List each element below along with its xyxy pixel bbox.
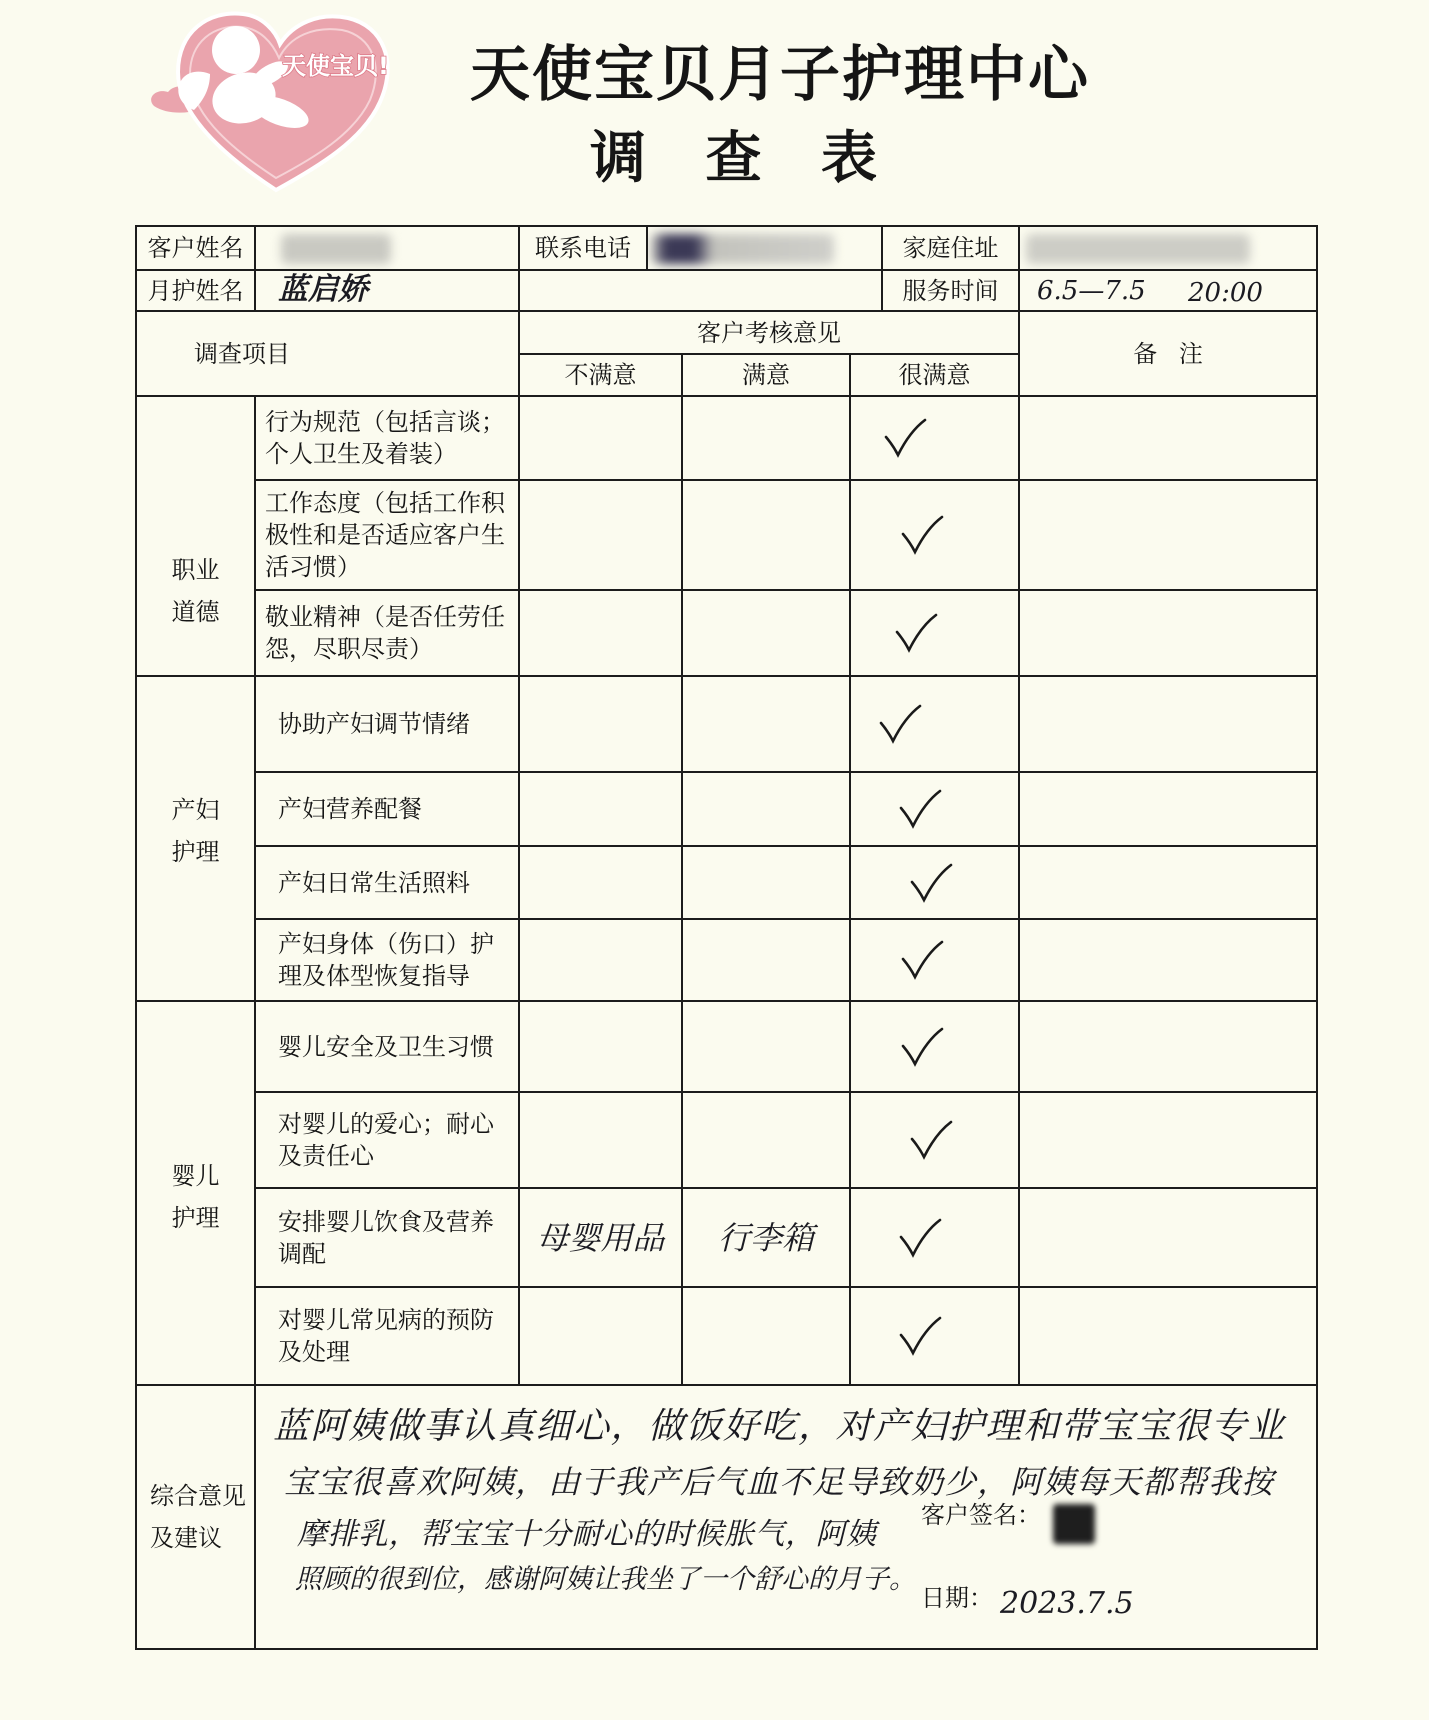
logo-text: 天使宝贝! (282, 52, 389, 80)
rating-header-label: 不满意 (564, 361, 637, 389)
item-description-line: 及责任心 (278, 1142, 374, 1170)
comment-line: 宝宝很喜欢阿姨，由于我产后气血不足导致奶少，阿姨每天都帮我按 (284, 1463, 1275, 1501)
signature-label: 客户签名： (921, 1501, 1041, 1529)
item-description (255, 1188, 519, 1287)
rating-cell-satisfied (682, 772, 850, 846)
customer-name-value (255, 226, 519, 270)
remarks-header: 备 注 (1133, 339, 1203, 368)
redacted-phone (651, 234, 834, 264)
address-label: 家庭住址 (902, 234, 999, 262)
remarks-cell (1019, 1092, 1317, 1188)
table-row (136, 590, 1317, 676)
item-description-line: 安排婴儿饮食及营养 (278, 1207, 494, 1236)
rating-cell-unsatisfied (519, 772, 682, 846)
checkmark-icon (898, 788, 942, 830)
category-cell (136, 676, 255, 1001)
remarks-cell (1019, 919, 1317, 1001)
service-time-label: 服务时间 (902, 276, 999, 305)
item-description (255, 1001, 519, 1092)
address-value (1019, 226, 1317, 270)
checkmark-icon (900, 939, 944, 981)
remarks-cell (1019, 676, 1317, 772)
remarks-cell (1019, 846, 1317, 919)
rating-cell-unsatisfied (519, 1092, 682, 1188)
item-description-line: 对婴儿的爱心；耐心 (278, 1110, 494, 1138)
redacted-name (281, 234, 391, 264)
table-row (136, 1287, 1317, 1385)
item-description-line: 极性和是否适应客户生 (265, 521, 505, 549)
rating-cell-unsatisfied (519, 919, 682, 1001)
table-row (136, 846, 1317, 919)
rating-cell-satisfied (682, 676, 850, 772)
category-label-line: 道德 (171, 598, 220, 626)
item-description-line: 活习惯） (265, 553, 361, 581)
rating-header-very-satisfied (850, 354, 1019, 396)
rating-header-satisfied (682, 354, 850, 396)
nurse-name-label: 月护姓名 (147, 276, 244, 305)
rating-cell-satisfied (682, 1287, 850, 1385)
remarks-cell (1019, 480, 1317, 590)
category-label-line: 产妇 (171, 795, 220, 824)
item-description-line: 怨，尽职尽责） (265, 635, 433, 663)
rating-cell-very-satisfied (850, 1001, 1019, 1092)
rating-cell-very-satisfied (850, 480, 1019, 590)
summary-label-line: 综合意见 (150, 1482, 246, 1510)
item-description (255, 846, 519, 919)
category-label (137, 549, 254, 633)
customer-name-label-cell (136, 226, 255, 270)
rating-cell-unsatisfied (519, 396, 682, 480)
item-description-line: 理及体型恢复指导 (278, 962, 470, 990)
logo (148, 2, 410, 202)
item-description (255, 396, 519, 480)
rating-cell-unsatisfied (519, 590, 682, 676)
rating-cell-unsatisfied (519, 1001, 682, 1092)
rating-header-label: 满意 (742, 361, 790, 389)
nurse-name: 蓝启娇 (278, 272, 368, 307)
checkmark-icon (898, 1315, 942, 1357)
rating-cell-satisfied (682, 1001, 850, 1092)
remarks-cell (1019, 396, 1317, 480)
remarks-cell (1019, 1001, 1317, 1092)
summary-content-cell (255, 1385, 1317, 1649)
summary-label-line: 及建议 (150, 1524, 222, 1552)
nurse-name-label-cell (136, 270, 255, 311)
item-description-line: 产妇日常生活照料 (278, 868, 470, 897)
rating-cell-very-satisfied (850, 1092, 1019, 1188)
comment-line: 摩排乳，帮宝宝十分耐心的时候胀气，阿姨 (297, 1517, 877, 1552)
table-row (136, 919, 1317, 1001)
phone-label: 联系电话 (535, 234, 631, 262)
rating-cell-satisfied (682, 480, 850, 590)
rating-cell-very-satisfied (850, 396, 1019, 480)
rating-cell-unsatisfied (519, 480, 682, 590)
item-header: 调查项目 (194, 339, 290, 368)
rating-cell-very-satisfied (850, 1287, 1019, 1385)
info-row (136, 270, 1317, 311)
header-row (136, 311, 1317, 354)
item-description (255, 919, 519, 1001)
item-description (255, 676, 519, 772)
rating-cell-very-satisfied (850, 1188, 1019, 1287)
address-label-cell (882, 226, 1019, 270)
category-label-line: 护理 (171, 1204, 220, 1232)
nurse-name-cell (255, 270, 519, 311)
page-subtitle: 调 查 表 (590, 126, 877, 191)
remarks-cell (1019, 1188, 1317, 1287)
remarks-cell (1019, 590, 1317, 676)
category-label-line: 婴儿 (171, 1162, 220, 1190)
table-row (136, 676, 1317, 772)
category-label (137, 1155, 254, 1239)
date-value: 2023.7.5 (1000, 1586, 1134, 1621)
item-description (255, 1092, 519, 1188)
item-description (255, 590, 519, 676)
checkmark-icon (909, 1119, 953, 1161)
checkmark-icon (900, 514, 944, 556)
service-hour: 20:00 (1188, 278, 1263, 308)
item-description (255, 772, 519, 846)
item-description-line: 及处理 (278, 1338, 350, 1366)
service-time-cell (1019, 270, 1317, 311)
service-period: 6.5—7.5 (1037, 276, 1146, 306)
checkmark-icon (878, 703, 922, 745)
rating-cell-satisfied (682, 1092, 850, 1188)
rating-cell-satisfied (682, 919, 850, 1001)
comment-line: 蓝阿姨做事认真细心，做饭好吃，对产妇护理和带宝宝很专业 (273, 1406, 1286, 1447)
item-description-line: 行为规范（包括言谈； (265, 408, 505, 436)
table-row (136, 1001, 1317, 1092)
survey-table (135, 310, 1318, 1650)
item-description (255, 480, 519, 590)
handwritten-note: 母婴用品 (536, 1218, 665, 1257)
item-description-line: 个人卫生及着装） (265, 440, 457, 468)
page-title: 天使宝贝月子护理中心 (470, 40, 1090, 110)
rating-cell-unsatisfied (519, 846, 682, 919)
rating-cell-satisfied (682, 846, 850, 919)
checkmark-icon (898, 1217, 942, 1259)
item-description-line: 协助产妇调节情绪 (278, 710, 470, 738)
rating-cell-very-satisfied (850, 676, 1019, 772)
handwritten-note: 行李箱 (717, 1218, 814, 1257)
phone-label-cell (519, 226, 647, 270)
summary-label-cell (136, 1385, 255, 1649)
item-description-line: 产妇身体（伤口）护 (278, 930, 494, 958)
rating-cell-very-satisfied (850, 846, 1019, 919)
opinion-header-cell (519, 311, 1019, 354)
rating-header-unsatisfied (519, 354, 682, 396)
remarks-cell (1019, 772, 1317, 846)
item-description-line: 婴儿安全及卫生习惯 (278, 1032, 494, 1061)
category-cell (136, 396, 255, 676)
item-description-line: 对婴儿常见病的预防 (278, 1306, 494, 1334)
comment-line: 照顾的很到位，感谢阿姨让我坐了一个舒心的月子。 (295, 1564, 916, 1595)
item-description-line: 工作态度（包括工作积 (265, 489, 505, 517)
table-row (136, 1092, 1317, 1188)
rating-cell-unsatisfied (519, 1188, 682, 1287)
redacted-address (1026, 234, 1250, 264)
table-row (136, 772, 1317, 846)
rating-cell-unsatisfied (519, 676, 682, 772)
rating-header-label: 很满意 (898, 361, 971, 389)
empty-cell (519, 270, 882, 311)
checkmark-icon (900, 1026, 944, 1068)
category-label-line: 护理 (171, 837, 220, 866)
customer-name-label: 客户姓名 (147, 234, 244, 262)
rating-cell-very-satisfied (850, 590, 1019, 676)
service-time-label-cell (882, 270, 1019, 311)
info-row (136, 226, 1317, 270)
checkmark-icon (909, 862, 953, 904)
remarks-header-cell (1019, 311, 1317, 396)
category-label (137, 789, 254, 873)
item-header-cell (136, 311, 519, 396)
checkmark-icon (894, 612, 938, 654)
item-description (255, 1287, 519, 1385)
item-description-line: 调配 (278, 1239, 326, 1268)
rating-cell-satisfied (682, 1188, 850, 1287)
opinion-header: 客户考核意见 (697, 318, 842, 347)
rating-cell-very-satisfied (850, 919, 1019, 1001)
table-row (136, 1188, 1317, 1287)
phone-value (647, 226, 882, 270)
item-description-line: 产妇营养配餐 (278, 795, 422, 823)
rating-cell-satisfied (682, 590, 850, 676)
redacted-signature (1053, 1504, 1095, 1544)
survey-form (135, 225, 1316, 1650)
date-label: 日期： (921, 1584, 993, 1612)
item-description-line: 敬业精神（是否任劳任 (265, 603, 505, 631)
checkmark-icon (883, 417, 927, 459)
remarks-cell (1019, 1287, 1317, 1385)
category-label-line: 职业 (171, 556, 220, 584)
category-cell (136, 1001, 255, 1385)
rating-cell-unsatisfied (519, 1287, 682, 1385)
rating-cell-satisfied (682, 396, 850, 480)
rating-cell-very-satisfied (850, 772, 1019, 846)
summary-row (136, 1385, 1317, 1649)
table-row (136, 480, 1317, 590)
table-row (136, 396, 1317, 480)
info-table (135, 225, 1318, 312)
